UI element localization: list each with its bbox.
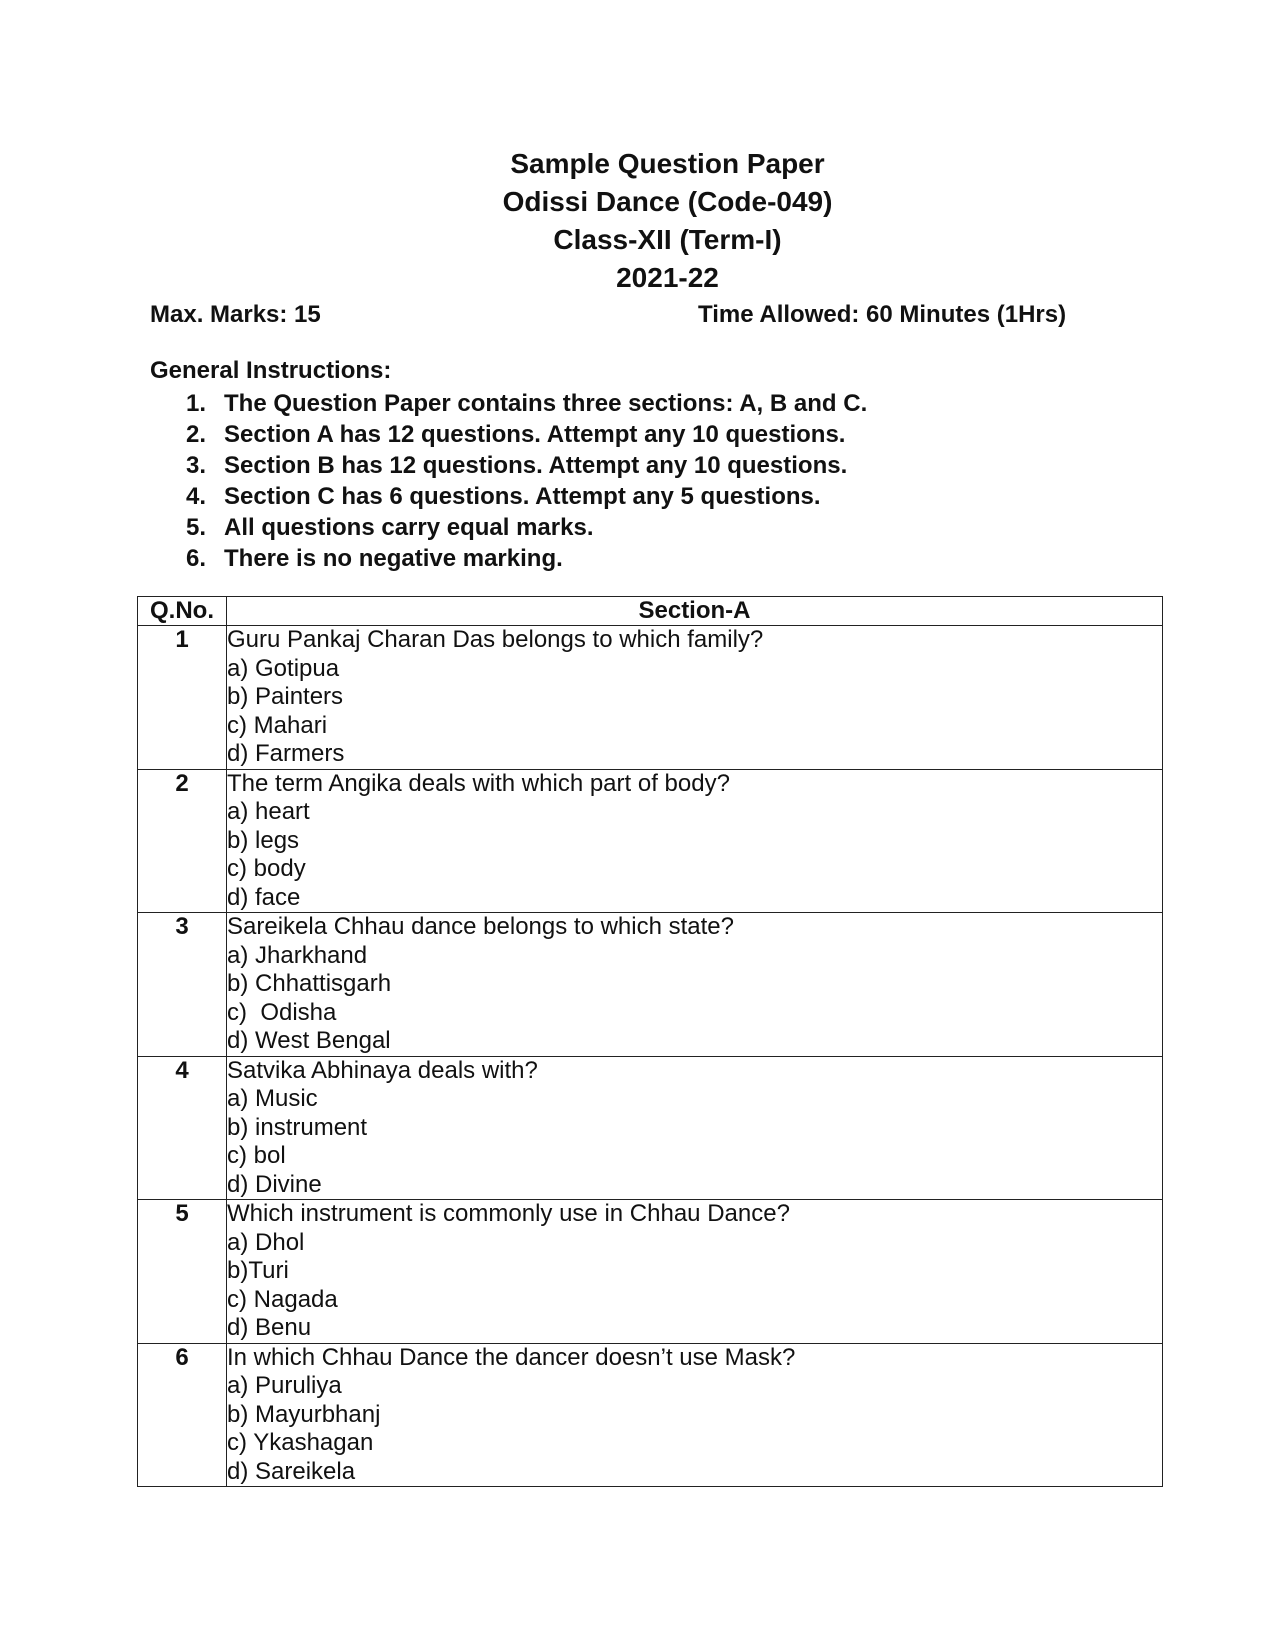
- question-option: c) Nagada: [227, 1285, 338, 1313]
- question-option: c) Mahari: [227, 711, 328, 739]
- question-option: d) Divine: [227, 1170, 322, 1198]
- table-row: [138, 1200, 1163, 1344]
- question-option: a) heart: [227, 798, 310, 825]
- question-option: b) legs: [227, 826, 300, 854]
- instruction-text: Section B has 12 questions. Attempt any 10 questions.: [224, 452, 848, 479]
- question-text: Sareikela Chhau dance belongs to which state?: [227, 913, 734, 940]
- question-option: a) Puruliya: [227, 1372, 342, 1399]
- question-option: c) bol: [227, 1142, 286, 1169]
- question-option: a) Jharkhand: [227, 941, 368, 969]
- instruction-text: Section C has 6 questions. Attempt any 5 questions.: [224, 483, 821, 510]
- instruction-text: All questions carry equal marks.: [224, 514, 594, 541]
- instruction-text: The Question Paper contains three sections: A, B and C.: [224, 390, 868, 417]
- question-cell: [227, 1343, 1163, 1487]
- question-text: Satvika Abhinaya deals with?: [227, 1056, 538, 1084]
- question-option: c) Odisha: [227, 998, 337, 1026]
- instruction-item: [150, 481, 1150, 512]
- question-option: c) Ykashagan: [227, 1429, 374, 1456]
- instruction-number: 3.: [186, 452, 207, 479]
- instructions-list: [150, 388, 1150, 574]
- table-row: [138, 913, 1163, 1057]
- question-number: 4: [138, 1056, 227, 1200]
- question-option: b) instrument: [227, 1113, 368, 1141]
- question-option: a) Gotipua: [227, 654, 340, 682]
- class-title: Class-XII (Term-I): [553, 224, 782, 255]
- instruction-number: 4.: [186, 483, 207, 510]
- question-option: b) Chhattisgarh: [227, 970, 392, 997]
- question-option: c) body: [227, 855, 306, 882]
- question-cell: [227, 913, 1163, 1057]
- instruction-item: [150, 512, 1150, 543]
- instruction-item: [150, 450, 1150, 481]
- instruction-number: 2.: [186, 421, 207, 448]
- instruction-item: [150, 388, 1150, 419]
- max-marks: Max. Marks: 15: [150, 301, 321, 328]
- question-number: 5: [138, 1200, 227, 1344]
- question-cell: [227, 626, 1163, 770]
- time-allowed: Time Allowed: 60 Minutes (1Hrs): [698, 301, 1067, 328]
- question-cell: [227, 1200, 1163, 1344]
- section-column-header: Section-A: [227, 597, 1163, 626]
- table-row: [138, 626, 1163, 770]
- question-option: b)Turi: [227, 1257, 289, 1284]
- question-option: b) Mayurbhanj: [227, 1400, 381, 1428]
- question-option: d) West Bengal: [227, 1027, 391, 1054]
- instruction-item: [150, 543, 1150, 574]
- subject-title: Odissi Dance (Code-049): [502, 186, 833, 217]
- qno-column-header: Q.No.: [138, 597, 227, 626]
- question-cell: [227, 1056, 1163, 1200]
- question-text: The term Angika deals with which part of body?: [227, 769, 730, 797]
- question-text: Which instrument is commonly use in Chhau Dance?: [227, 1200, 790, 1227]
- question-cell: [227, 769, 1163, 913]
- question-text: Guru Pankaj Charan Das belongs to which family?: [227, 626, 764, 653]
- question-text: In which Chhau Dance the dancer doesn’t use Mask?: [227, 1343, 796, 1371]
- instruction-text: There is no negative marking.: [224, 545, 563, 572]
- question-number: 1: [138, 626, 227, 770]
- table-row: [138, 769, 1163, 913]
- section-a-table: [137, 596, 1163, 1487]
- question-number: 2: [138, 769, 227, 913]
- instruction-number: 1.: [186, 390, 207, 417]
- table-row: [138, 1343, 1163, 1487]
- instruction-number: 6.: [186, 545, 207, 572]
- table-header-row: [138, 597, 1163, 626]
- general-instructions: [150, 356, 1150, 574]
- instruction-number: 5.: [186, 514, 207, 541]
- question-option: d) Benu: [227, 1314, 312, 1341]
- question-option: d) face: [227, 883, 301, 911]
- question-option: a) Dhol: [227, 1228, 305, 1256]
- question-number: 3: [138, 913, 227, 1057]
- paper-title-block: [0, 145, 1275, 297]
- instruction-text: Section A has 12 questions. Attempt any 10 questions.: [224, 421, 846, 448]
- instructions-heading: General Instructions:: [150, 357, 392, 384]
- instruction-item: [150, 419, 1150, 450]
- question-option: d) Farmers: [227, 740, 345, 767]
- question-option: d) Sareikela: [227, 1457, 356, 1485]
- table-row: [138, 1056, 1163, 1200]
- question-option: a) Music: [227, 1085, 318, 1112]
- paper-title: Sample Question Paper: [510, 148, 825, 179]
- question-option: b) Painters: [227, 683, 344, 710]
- question-number: 6: [138, 1343, 227, 1487]
- session-title: 2021-22: [616, 262, 719, 293]
